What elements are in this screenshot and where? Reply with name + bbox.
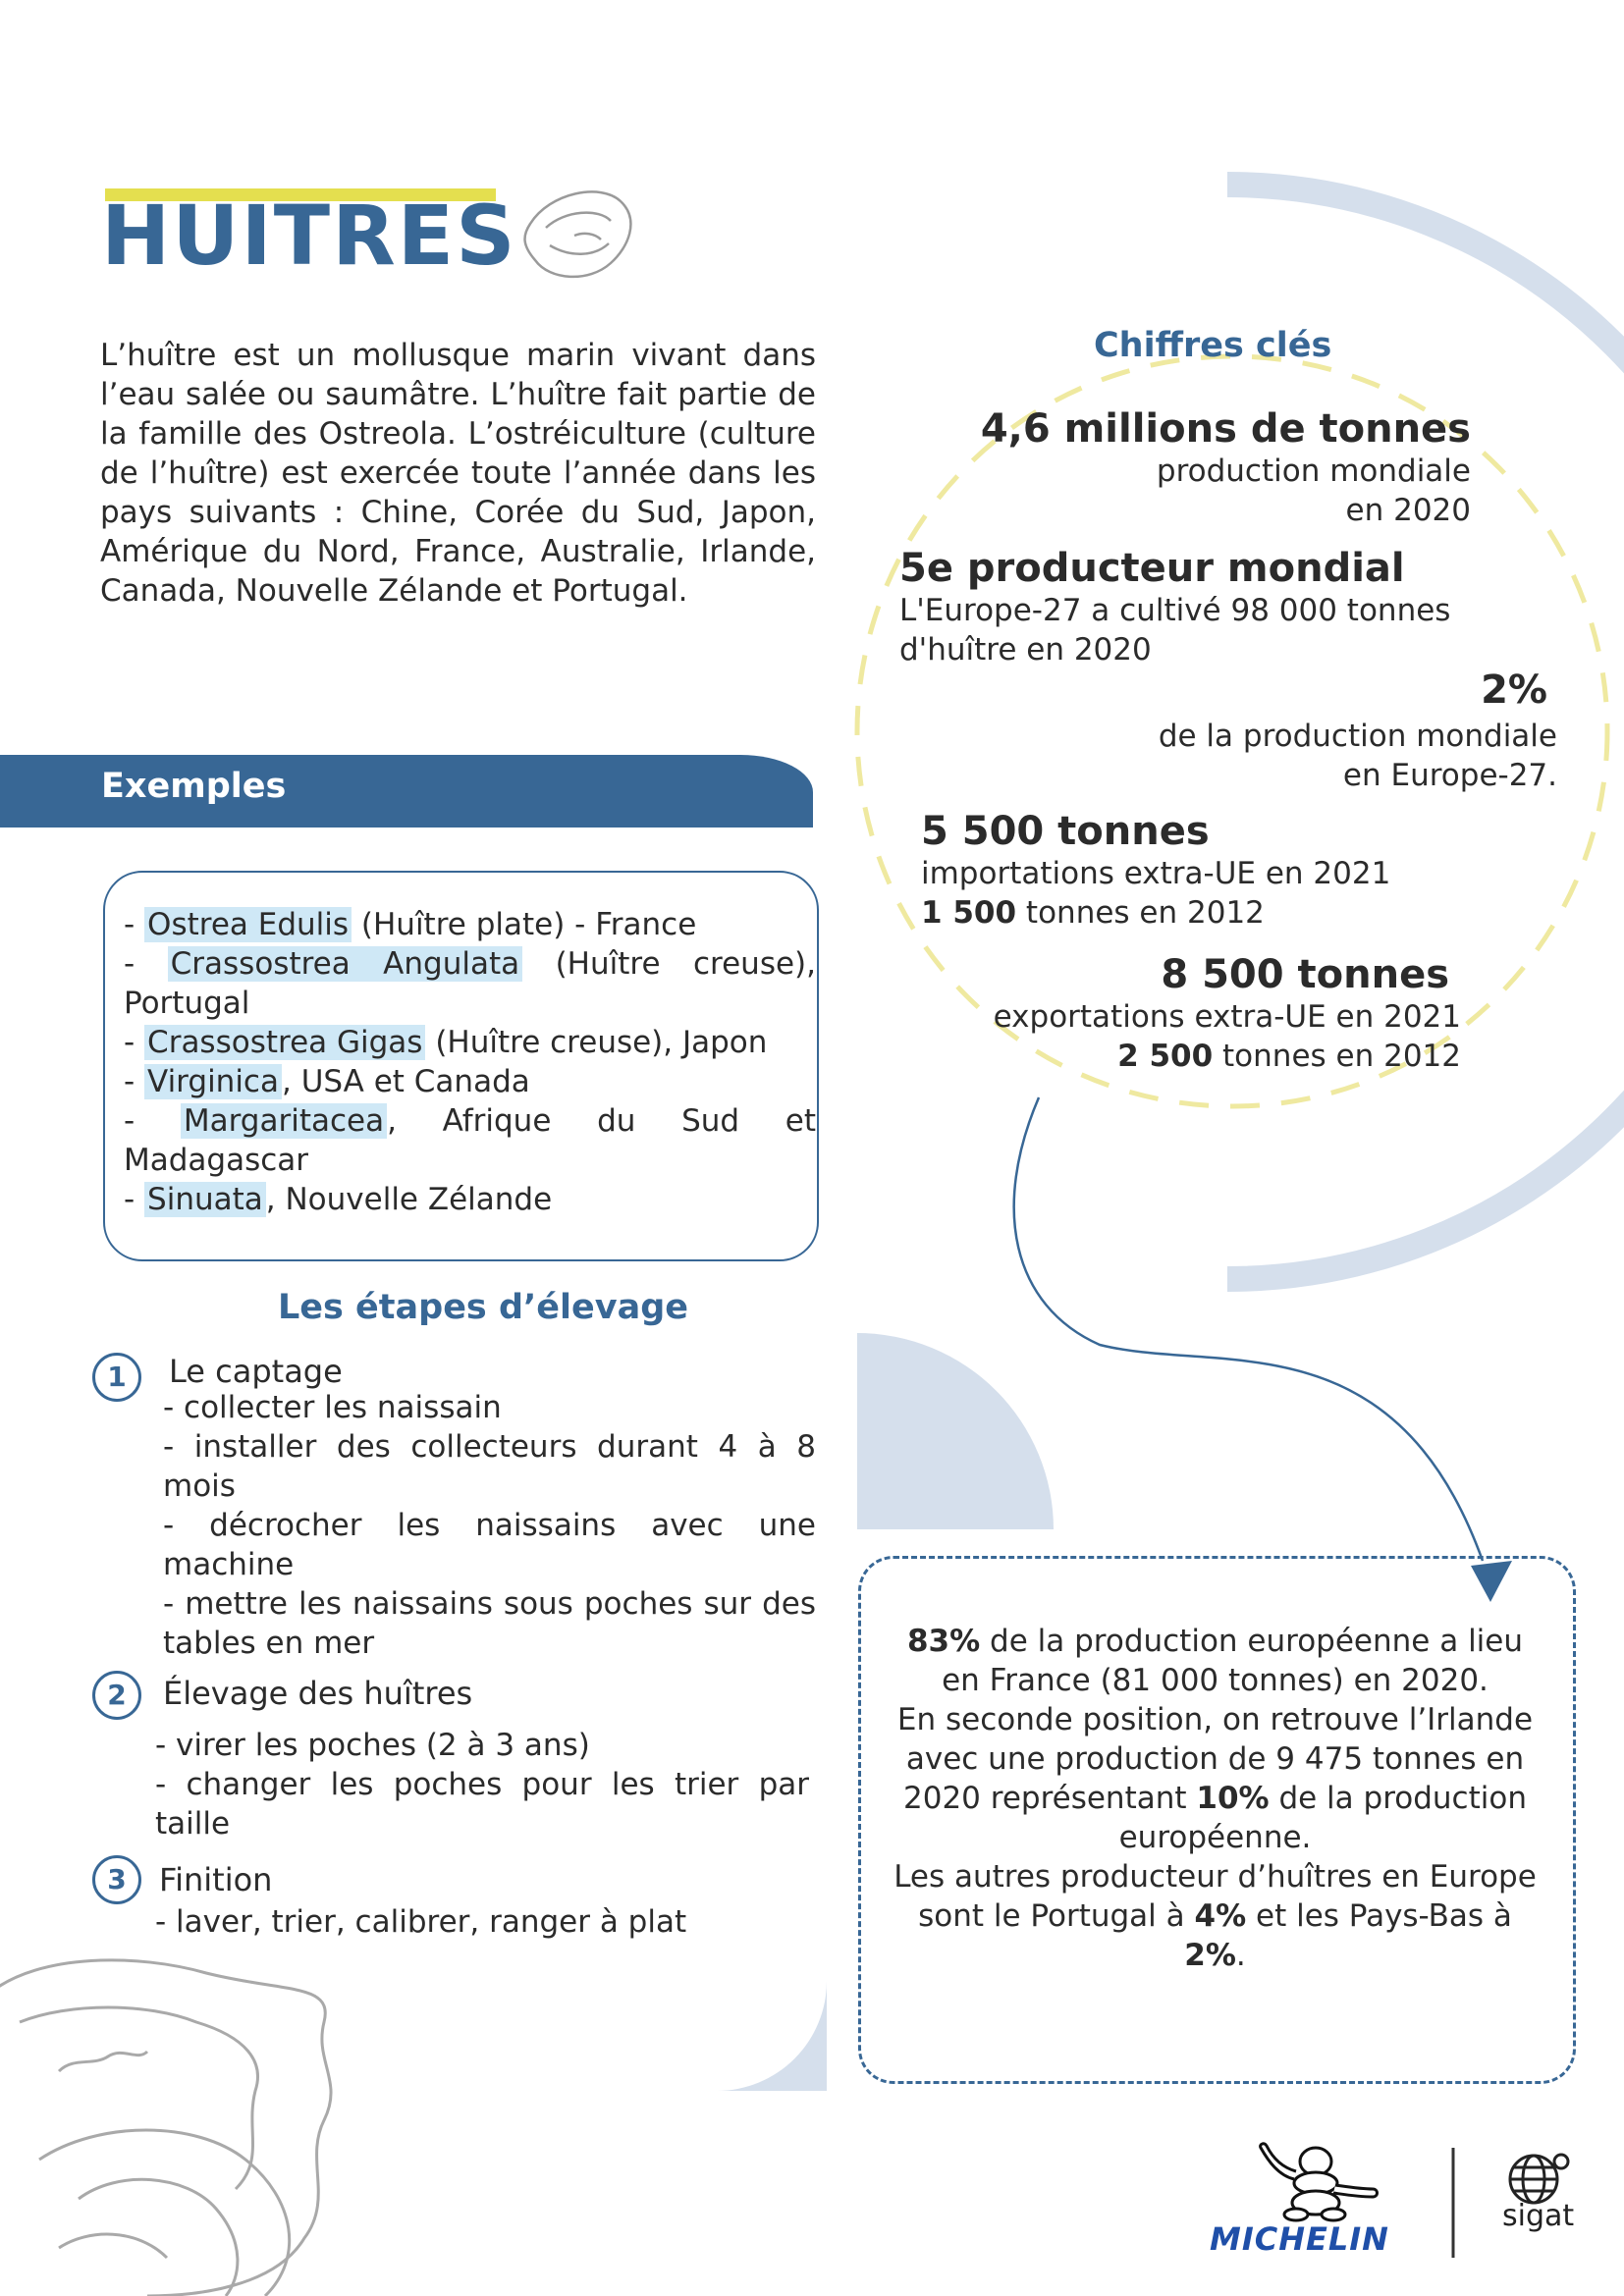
key-figure-share [982,667,1557,795]
figure-value: 5 500 tonnes [921,809,1210,854]
species-detail: , Afrique du Sud et Madagascar [124,1103,816,1178]
step-body [163,1388,816,1663]
figure-label: importations extra-UE en 2021 [921,856,1391,891]
key-figure-production [884,406,1471,530]
key-figure-exports [903,952,1461,1076]
figure-label [903,1037,1461,1076]
sigat-logo-text: sigat [1502,2199,1575,2233]
list-dash: - [124,907,145,942]
species-detail: (Huître plate) - France [352,907,697,942]
step-number-badge: 2 [92,1671,141,1720]
species-name: Virginica [144,1064,282,1099]
europe-paragraph [884,1857,1546,1975]
michelin-bibendum-logo [1239,2140,1386,2222]
step-title: Élevage des huîtres [163,1675,473,1712]
list-dash: - [124,1025,145,1060]
figure-value: 4,6 millions de tonnes [980,406,1471,452]
species-name: Ostrea Edulis [144,907,352,942]
figure-bold: 1 500 [921,895,1017,931]
step-line: - collecter les naissain [163,1390,502,1425]
example-item [124,944,816,1023]
figure-suffix: tonnes en 2012 [1016,895,1265,931]
step-title: Le captage [169,1353,343,1390]
figure-label: d'huître en 2020 [899,632,1152,667]
species-detail: , Nouvelle Zélande [265,1182,553,1217]
europe-paragraph [884,1622,1546,1700]
curved-arrow-line [1014,1097,1483,1561]
steps-heading: Les étapes d’élevage [278,1288,689,1327]
europe-paragraph [884,1700,1546,1857]
figure-label: exportations extra-UE en 2021 [993,999,1461,1035]
figure-suffix: tonnes en 2012 [1213,1039,1461,1074]
step-number-badge: 1 [92,1353,141,1402]
list-dash: - [124,1103,181,1139]
list-dash: - [124,1064,145,1099]
figure-bold: 2 500 [1117,1039,1214,1074]
species-name: Margaritacea [181,1103,387,1139]
europe-bold: 10% [1196,1781,1270,1816]
page-title: HUITRES [101,187,517,284]
figure-label: en 2020 [1345,493,1471,528]
figure-label: de la production mondiale [1158,719,1557,754]
species-name: Crassostrea Angulata [168,946,523,982]
europe-text: Les autres producteur d’huîtres en Europe sont le Portugal à [893,1859,1537,1934]
example-item [124,1062,816,1101]
key-figure-imports [921,809,1471,933]
europe-text: En seconde position, on retrouve l’Irlande avec une production de 9 475 tonnes en 2020 représentant [896,1702,1534,1816]
figure-value: 2% [1481,667,1547,713]
example-item [124,1023,816,1062]
step-line: - décrocher les naissains avec une machine [163,1508,816,1582]
species-detail: (Huître creuse), Japon [425,1025,768,1060]
step-line: - laver, trier, calibrer, ranger à plat [155,1904,687,1940]
europe-text: . [1235,1938,1246,1973]
europe-bold: 2% [1184,1938,1236,1973]
figure-value: 8 500 tonnes [1161,952,1449,997]
step-line: - changer les poches pour les trier par taille [155,1767,809,1842]
step-line: - mettre les naissains sous poches sur des tables en mer [163,1586,816,1661]
list-dash: - [124,1182,145,1217]
example-item [124,1180,816,1219]
species-detail: , USA et Canada [281,1064,530,1099]
example-item [124,1101,816,1180]
examples-heading: Exemples [101,767,287,806]
step-line: - installer des collecteurs durant 4 à 8 mois [163,1429,816,1504]
step-line: - virer les poches (2 à 3 ans) [155,1728,590,1763]
species-detail: (Huître creuse), Portugal [124,946,816,1021]
key-figures-heading: Chiffres clés [1094,326,1332,365]
michelin-logo-text: MICHELIN [1210,2220,1389,2258]
quarter-circle-top [857,1333,1054,1529]
step-body [155,1902,809,1942]
figure-value: 5e producteur mondial [899,546,1405,591]
species-name: Sinuata [144,1182,266,1217]
figure-label: production mondiale [1156,454,1471,489]
key-figure-rank [899,546,1528,669]
oyster-icon [525,191,631,277]
species-name: Crassostrea Gigas [144,1025,425,1060]
step-title: Finition [159,1861,273,1898]
intro-paragraph: L’huître est un mollusque marin vivant dans l’eau salée ou saumâtre. L’huître fait partie de la famille des Ostreola. L’ostréiculture (culture de l’huître) est exercée toute l’année dans les pays suivants : Chine, Corée du Sud, Japon, Amérique du Nord, France, Australie, Irlande, Canada, Nouvelle Zélande et Portugal. [100,338,816,609]
example-item [124,905,816,944]
figure-label: L'Europe-27 a cultivé 98 000 tonnes [899,593,1451,628]
large-oyster-illustration [0,1960,331,2296]
europe-bold: 83% [906,1624,981,1659]
figure-label [921,893,1471,933]
step-body [155,1726,809,1843]
step-number-badge: 3 [92,1855,141,1904]
list-dash: - [124,946,168,982]
europe-bold: 4% [1194,1898,1247,1934]
europe-text: et les Pays-Bas à [1246,1898,1512,1934]
figure-label: en Europe-27. [1342,758,1557,793]
europe-text: de la production européenne. [1118,1781,1527,1855]
europe-info-text [884,1622,1546,1975]
europe-text: de la production européenne a lieu en France (81 000 tonnes) en 2020. [942,1624,1524,1698]
examples-list [124,905,816,1219]
